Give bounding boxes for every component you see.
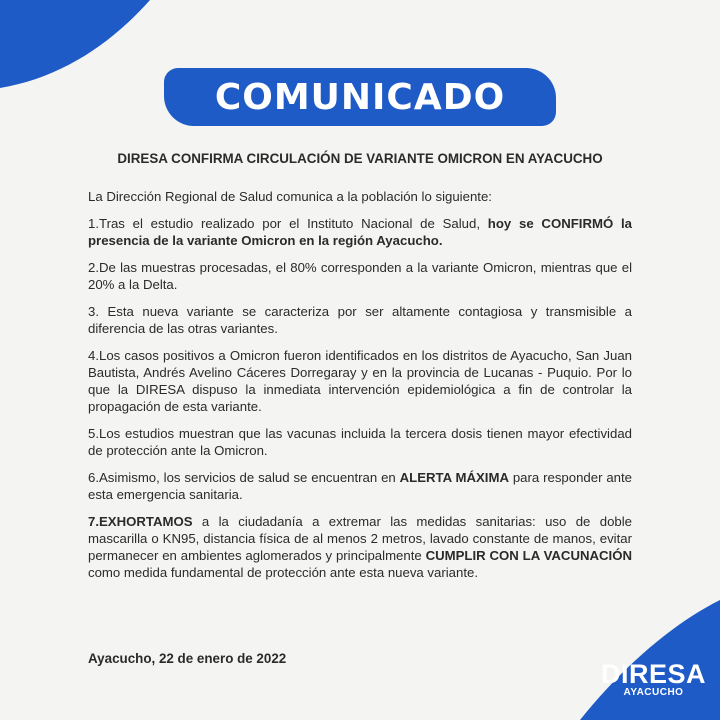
paragraph-7 bbox=[88, 513, 632, 581]
paragraph-6-text-c: para responder ante esta emergencia sanitaria. bbox=[88, 470, 633, 502]
document-date: Ayacucho, 22 de enero de 2022 bbox=[88, 651, 287, 666]
paragraph-4: 4.Los casos positivos a Omicron fueron identificados en los distritos de Ayacucho, San Juan Bautista, Andrés Avelino Cáceres Dorregaray y en la provincia de Lucanas - Puquio. Por lo que la DIRESA dispuso la inmediata intervención epidemiológica a fin de controlar la propagación de esta variante. bbox=[88, 348, 632, 414]
paragraph-6-text-a: 6.Asimismo, los servicios de salud se encuentran en bbox=[88, 470, 400, 485]
logo-line-2: AYACUCHO bbox=[623, 687, 684, 698]
paragraph-1 bbox=[88, 215, 632, 249]
paragraph-1-text: 1.Tras el estudio realizado por el Instituto Nacional de Salud, bbox=[88, 216, 488, 231]
logo-line-1: DIRESA bbox=[600, 659, 706, 689]
comunicado-banner bbox=[164, 68, 556, 126]
paragraph-5: 5.Los estudios muestran que las vacunas incluida la tercera dosis tienen mayor efectividad de protección ante la Omicron. bbox=[88, 426, 632, 458]
intro-paragraph: La Dirección Regional de Salud comunica a la población lo siguiente: bbox=[88, 189, 492, 204]
paragraph-3: 3. Esta nueva variante se caracteriza por ser altamente contagiosa y transmisible a diferencia de las otras variantes. bbox=[88, 304, 632, 336]
paragraph-6 bbox=[88, 469, 632, 503]
paragraph-7-text-d: como medida fundamental de protección ante esta nueva variante. bbox=[88, 565, 479, 580]
paragraph-7-bold-c: CUMPLIR CON LA VACUNACIÓN bbox=[425, 548, 632, 563]
paragraph-7-bold-a: 7.EXHORTAMOS bbox=[88, 514, 193, 529]
paragraph-1-bold: hoy se CONFIRMÓ la presencia de la variante Omicron en la región Ayacucho. bbox=[88, 216, 632, 248]
banner-title: COMUNICADO bbox=[214, 76, 506, 118]
corner-decoration-top-left bbox=[0, 0, 150, 90]
paragraph-6-bold: ALERTA MÁXIMA bbox=[399, 470, 509, 485]
diresa-logo bbox=[601, 660, 706, 698]
document-subtitle: DIRESA CONFIRMA CIRCULACIÓN DE VARIANTE OMICRON EN AYACUCHO bbox=[117, 151, 603, 166]
paragraph-2: 2.De las muestras procesadas, el 80% corresponden a la variante Omicron, mientras que el 20% a la Delta. bbox=[88, 260, 632, 292]
paragraph-7-text-b: a la ciudadanía a extremar las medidas sanitarias: uso de doble mascarilla o KN95, distancia física de al menos 2 metros, lavado constante de manos, evitar permanecer en ambientes aglomerados y principalmente bbox=[88, 514, 632, 563]
document-body bbox=[88, 188, 632, 591]
